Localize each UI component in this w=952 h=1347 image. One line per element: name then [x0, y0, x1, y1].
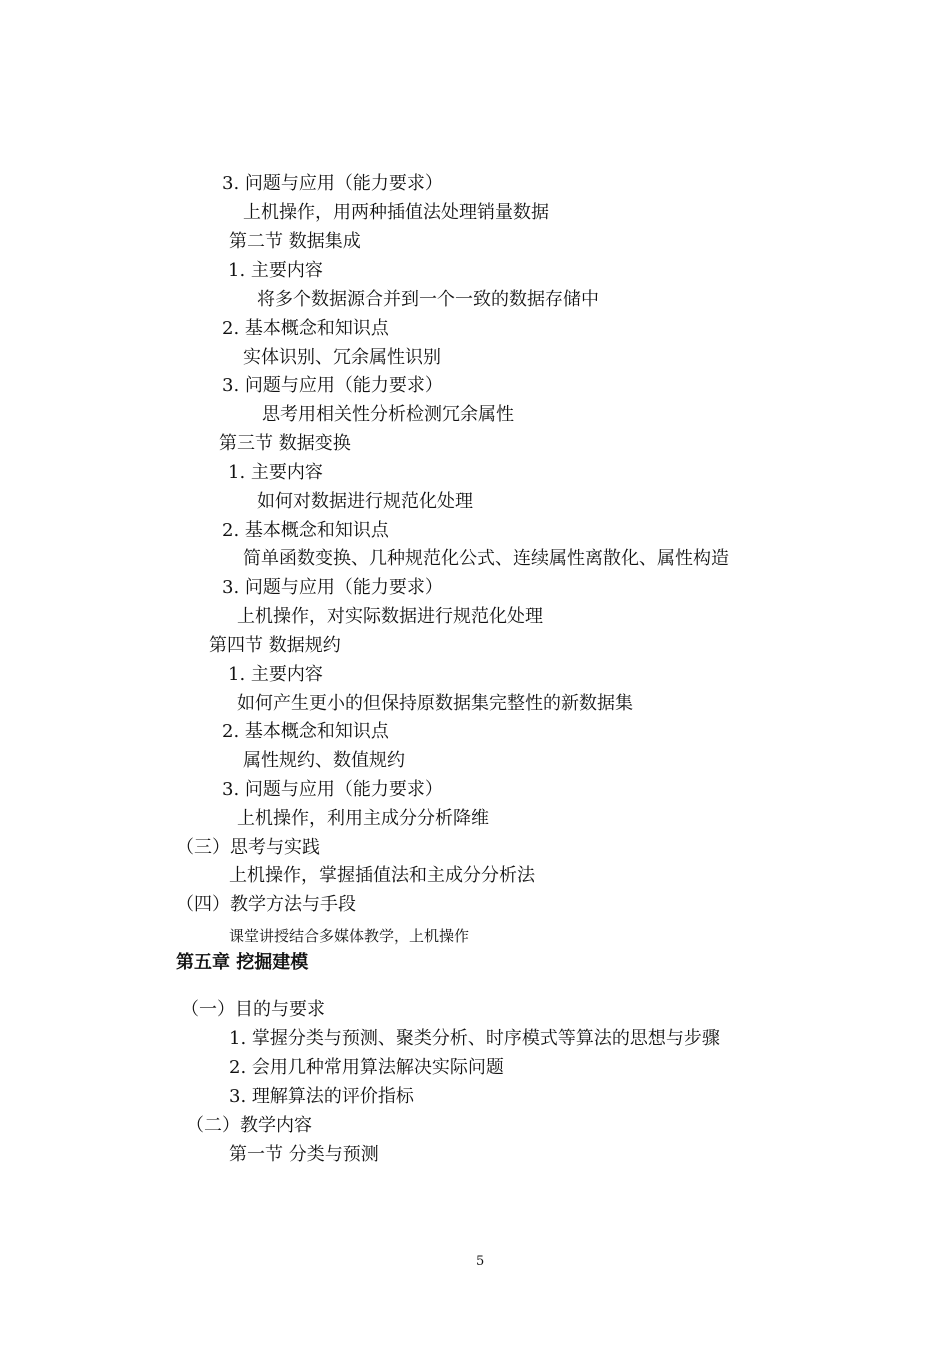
subsection-heading: （一）目的与要求 — [181, 999, 325, 1020]
text-line: 如何产生更小的但保持原数据集完整性的新数据集 — [237, 693, 633, 714]
subsection-heading: （二）教学内容 — [186, 1115, 312, 1136]
text-line: 上机操作，利用主成分分析降维 — [237, 808, 489, 829]
text-line: 2. 会用几种常用算法解决实际问题 — [229, 1057, 504, 1078]
page-number: 5 — [476, 1254, 485, 1269]
section-heading: 第四节 数据规约 — [209, 635, 341, 656]
text-line: 1. 掌握分类与预测、聚类分析、时序模式等算法的思想与步骤 — [229, 1028, 720, 1049]
text-line: 3. 问题与应用（能力要求） — [222, 779, 443, 800]
text-line: 上机操作，对实际数据进行规范化处理 — [237, 606, 543, 627]
text-line: 如何对数据进行规范化处理 — [257, 491, 473, 512]
text-line: 上机操作，掌握插值法和主成分分析法 — [229, 865, 535, 886]
text-line: 2. 基本概念和知识点 — [222, 520, 389, 541]
text-line: 1. 主要内容 — [228, 260, 323, 281]
text-line: 2. 基本概念和知识点 — [222, 318, 389, 339]
text-line: 3. 问题与应用（能力要求） — [222, 577, 443, 598]
text-line: 1. 主要内容 — [228, 462, 323, 483]
text-line: 3. 问题与应用（能力要求） — [222, 375, 443, 396]
text-line: 将多个数据源合并到一个一致的数据存储中 — [257, 289, 599, 310]
text-line: 2. 基本概念和知识点 — [222, 721, 389, 742]
text-line: 思考用相关性分析检测冗余属性 — [262, 404, 514, 425]
text-line: 上机操作，用两种插值法处理销量数据 — [243, 202, 549, 223]
section-heading: 第二节 数据集成 — [229, 231, 361, 252]
text-line: 1. 主要内容 — [228, 664, 323, 685]
text-line: 3. 理解算法的评价指标 — [229, 1086, 414, 1107]
text-line: 实体识别、冗余属性识别 — [243, 347, 441, 368]
section-heading: 第一节 分类与预测 — [229, 1144, 379, 1165]
subsection-heading: （四）教学方法与手段 — [176, 894, 356, 915]
text-line: 属性规约、数值规约 — [243, 750, 405, 771]
subsection-heading: （三）思考与实践 — [176, 837, 320, 858]
section-heading: 第三节 数据变换 — [219, 433, 351, 454]
text-line: 3. 问题与应用（能力要求） — [222, 173, 443, 194]
text-line: 课堂讲授结合多媒体教学，上机操作 — [229, 927, 470, 945]
chapter-heading: 第五章 挖掘建模 — [176, 952, 309, 973]
text-line: 简单函数变换、几种规范化公式、连续属性离散化、属性构造 — [243, 548, 729, 569]
